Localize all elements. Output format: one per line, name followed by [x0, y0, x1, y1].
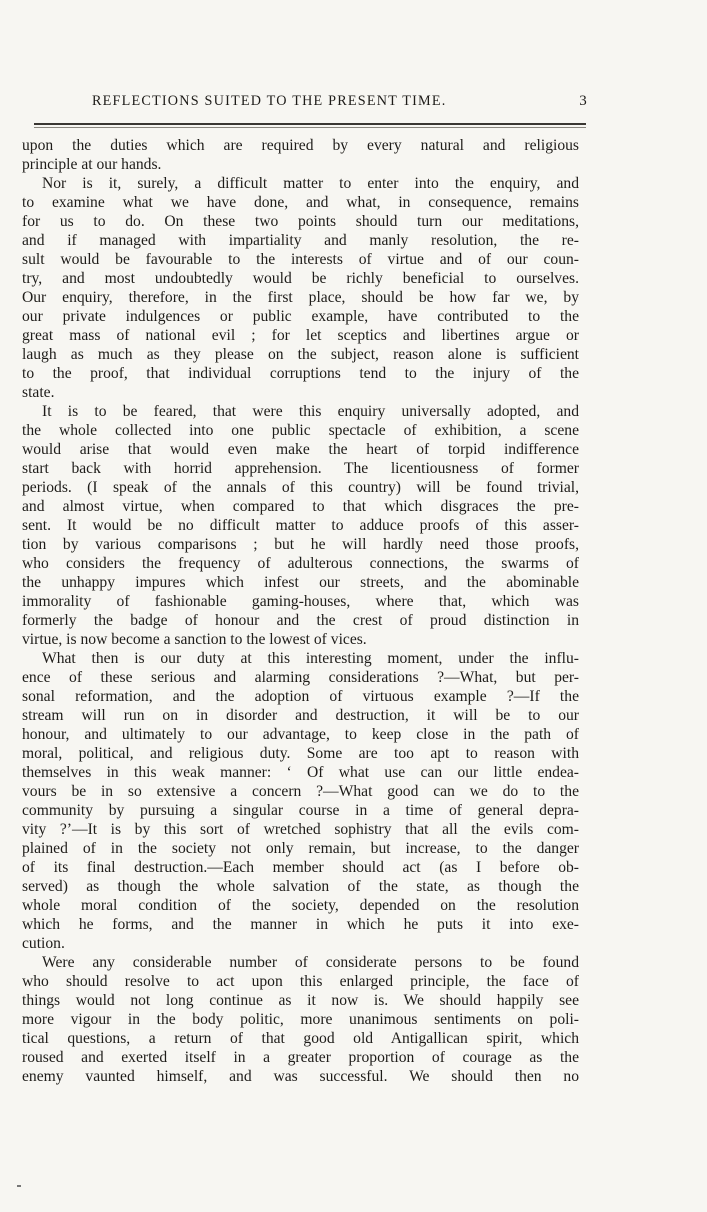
running-title: REFLECTIONS SUITED TO THE PRESENT TIME.	[92, 93, 447, 109]
text-line: Were any considerable number of considerate persons to be found	[42, 954, 579, 971]
text-line: ence of these serious and alarming considerations ?—What, but per-	[22, 669, 579, 686]
text-line: principle at our hands.	[22, 156, 162, 173]
text-line: sonal reformation, and the adoption of virtuous example ?—If the	[22, 688, 579, 705]
text-line: plained of in the society not only remain, but increase, to the danger	[22, 840, 579, 857]
text-line: great mass of national evil ; for let sceptics and libertines argue or	[22, 327, 579, 344]
text-line: things would not long continue as it now is. We should happily see	[22, 992, 579, 1009]
text-line: would arise that would even make the heart of torpid indifference	[22, 441, 579, 458]
text-line: our private indulgences or public example, have contributed to the	[22, 308, 579, 325]
text-line: formerly the badge of honour and the crest of proud distinction in	[22, 612, 579, 629]
text-line: start back with horrid apprehension. The licentiousness of former	[22, 460, 579, 477]
text-line: to the proof, that individual corruptions tend to the injury of the	[22, 365, 579, 382]
text-line: tion by various comparisons ; but he will hardly need those proofs,	[22, 536, 579, 553]
text-line: try, and most undoubtedly would be richly beneficial to ourselves.	[22, 270, 579, 287]
text-line: themselves in this weak manner: ‘ Of what use can our little endea-	[22, 764, 579, 781]
text-line: who considers the frequency of adulterous connections, the swarms of	[22, 555, 579, 572]
text-line: vity ?’—It is by this sort of wretched sophistry that all the evils com-	[22, 821, 579, 838]
text-line: Our enquiry, therefore, in the first place, should be how far we, by	[22, 289, 579, 306]
text-line: honour, and ultimately to our advantage, to keep close in the path of	[22, 726, 579, 743]
text-line: What then is our duty at this interesting moment, under the influ-	[42, 650, 579, 667]
text-line: It is to be feared, that were this enquiry universally adopted, and	[42, 403, 579, 420]
text-line: and almost virtue, when compared to that which disgraces the pre-	[22, 498, 579, 515]
text-line: more vigour in the body politic, more unanimous sentiments on poli-	[22, 1011, 579, 1028]
text-line: which he forms, and the manner in which he puts it into exe-	[22, 916, 579, 933]
text-line: cution.	[22, 935, 65, 952]
text-line: community by pursuing a singular course in a time of general depra-	[22, 802, 579, 819]
margin-mark	[17, 1185, 21, 1187]
header-rule-thin	[34, 127, 586, 128]
text-line: tical questions, a return of that good old Antigallican spirit, which	[22, 1030, 579, 1047]
text-line: moral, political, and religious duty. Some are too apt to reason with	[22, 745, 579, 762]
text-line: whole moral condition of the society, depended on the resolution	[22, 897, 579, 914]
text-line: immorality of fashionable gaming-houses, where that, which was	[22, 593, 579, 610]
text-line: Nor is it, surely, a difficult matter to enter into the enquiry, and	[42, 175, 579, 192]
text-line: served) as though the whole salvation of the state, as though the	[22, 878, 579, 895]
text-line: enemy vaunted himself, and was successful. We should then no	[22, 1068, 579, 1085]
text-line: periods. (I speak of the annals of this country) will be found trivial,	[22, 479, 579, 496]
text-line: roused and exerted itself in a greater proportion of courage as the	[22, 1049, 579, 1066]
text-line: of its final destruction.—Each member should act (as I before ob-	[22, 859, 579, 876]
text-line: sult would be favourable to the interests of virtue and of our coun-	[22, 251, 579, 268]
text-line: who should resolve to act upon this enlarged principle, the face of	[22, 973, 579, 990]
text-line: for us to do. On these two points should turn our meditations,	[22, 213, 579, 230]
header-rule	[34, 123, 586, 125]
text-line: to examine what we have done, and what, in consequence, remains	[22, 194, 579, 211]
text-line: upon the duties which are required by every natural and religious	[22, 137, 579, 154]
text-line: the whole collected into one public spectacle of exhibition, a scene	[22, 422, 579, 439]
text-line: and if managed with impartiality and manly resolution, the re-	[22, 232, 579, 249]
text-line: the unhappy impures which infest our streets, and the abominable	[22, 574, 579, 591]
text-line: laugh as much as they please on the subject, reason alone is sufficient	[22, 346, 579, 363]
page-number: 3	[579, 93, 588, 109]
text-line: sent. It would be no difficult matter to adduce proofs of this asser-	[22, 517, 579, 534]
text-line: stream will run on in disorder and destruction, it will be to our	[22, 707, 579, 724]
text-line: virtue, is now become a sanction to the lowest of vices.	[22, 631, 367, 648]
text-line: state.	[22, 384, 55, 401]
text-line: vours be in so extensive a concern ?—What good can we do to the	[22, 783, 579, 800]
